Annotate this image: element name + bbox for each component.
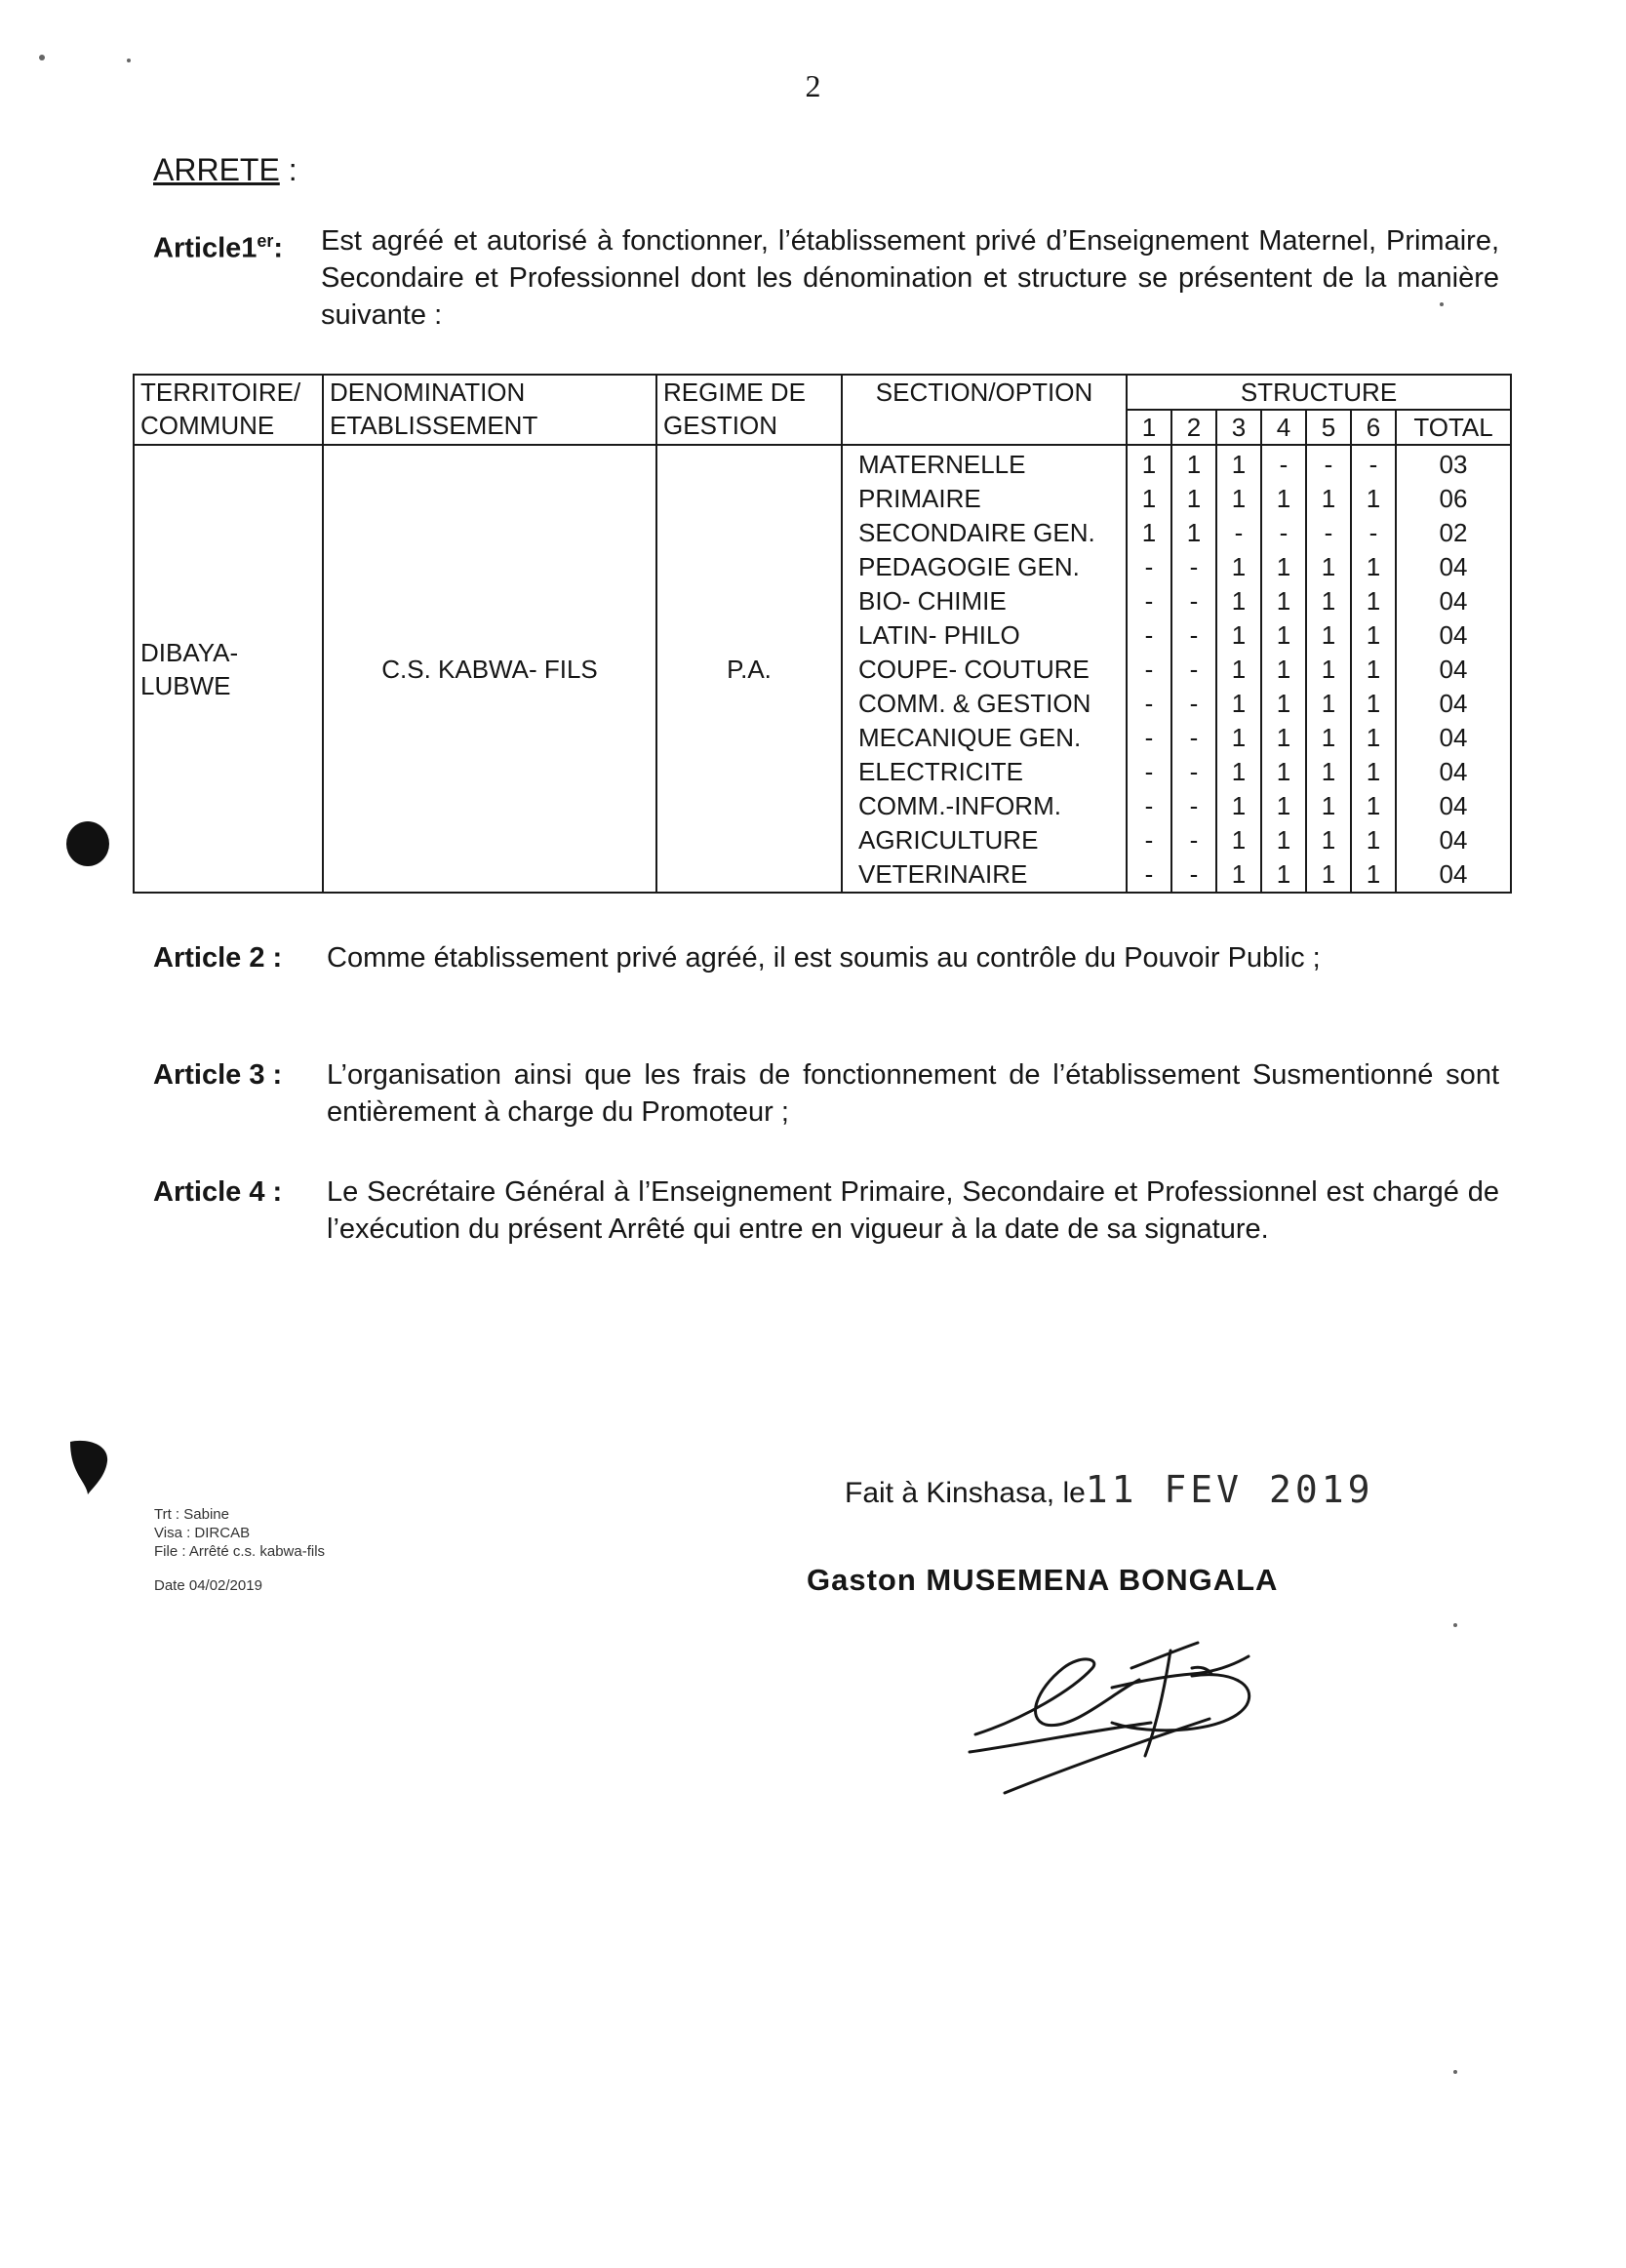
cell-year-6: 1 bbox=[1351, 789, 1396, 823]
cell-year-5: 1 bbox=[1306, 857, 1351, 893]
cell-year-3: 1 bbox=[1216, 857, 1261, 893]
scan-speck bbox=[1453, 2070, 1457, 2074]
cell-total: 04 bbox=[1396, 687, 1511, 721]
cell-year-1: 1 bbox=[1127, 516, 1171, 550]
cell-total: 04 bbox=[1396, 857, 1511, 893]
header-regime-line2: GESTION bbox=[663, 411, 778, 440]
cell-year-5: 1 bbox=[1306, 482, 1351, 516]
article-4-label: Article 4 : bbox=[153, 1176, 283, 1208]
cell-year-4: 1 bbox=[1261, 823, 1306, 857]
cell-section: COUPE- COUTURE bbox=[842, 653, 1127, 687]
ref-trt: Trt : Sabine bbox=[154, 1506, 229, 1523]
cell-year-1: - bbox=[1127, 550, 1171, 584]
cell-section: ELECTRICITE bbox=[842, 755, 1127, 789]
header-denomination-line2: ETABLISSEMENT bbox=[330, 411, 538, 440]
header-section: SECTION/OPTION bbox=[842, 375, 1127, 445]
cell-regime: P.A. bbox=[656, 445, 842, 893]
cell-section: AGRICULTURE bbox=[842, 823, 1127, 857]
article-2 bbox=[153, 939, 1499, 976]
cell-year-1: 1 bbox=[1127, 482, 1171, 516]
cell-year-6: 1 bbox=[1351, 584, 1396, 618]
cell-territoire bbox=[134, 445, 323, 893]
structure-table bbox=[133, 374, 1512, 894]
cell-year-2: - bbox=[1171, 857, 1216, 893]
cell-year-6: - bbox=[1351, 445, 1396, 482]
page-number: 2 bbox=[805, 68, 821, 103]
header-year-3: 3 bbox=[1216, 410, 1261, 445]
header-structure: STRUCTURE bbox=[1127, 375, 1511, 410]
cell-year-3: 1 bbox=[1216, 789, 1261, 823]
cell-year-6: 1 bbox=[1351, 721, 1396, 755]
header-year-1: 1 bbox=[1127, 410, 1171, 445]
heading-text: ARRETE bbox=[153, 152, 280, 187]
cell-year-3: 1 bbox=[1216, 584, 1261, 618]
cell-year-1: - bbox=[1127, 584, 1171, 618]
cell-year-3: 1 bbox=[1216, 482, 1261, 516]
ref-visa: Visa : DIRCAB bbox=[154, 1525, 251, 1541]
article-3-label: Article 3 : bbox=[153, 1059, 283, 1091]
header-territoire-line1: TERRITOIRE/ bbox=[140, 378, 301, 407]
cell-year-6: 1 bbox=[1351, 482, 1396, 516]
article-1-label bbox=[153, 222, 283, 267]
cell-year-2: - bbox=[1171, 653, 1216, 687]
cell-year-2: - bbox=[1171, 550, 1216, 584]
cell-total: 06 bbox=[1396, 482, 1511, 516]
header-year-5: 5 bbox=[1306, 410, 1351, 445]
cell-year-4: 1 bbox=[1261, 618, 1306, 653]
signer-name: Gaston MUSEMENA BONGALA bbox=[807, 1563, 1279, 1597]
cell-year-1: 1 bbox=[1127, 445, 1171, 482]
header-year-6: 6 bbox=[1351, 410, 1396, 445]
cell-year-5: 1 bbox=[1306, 755, 1351, 789]
ref-date: Date 04/02/2019 bbox=[154, 1577, 262, 1594]
article-1-label-suffix: : bbox=[273, 232, 284, 264]
cell-year-3: 1 bbox=[1216, 618, 1261, 653]
cell-section: PRIMAIRE bbox=[842, 482, 1127, 516]
cell-section: SECONDAIRE GEN. bbox=[842, 516, 1127, 550]
cell-total: 04 bbox=[1396, 584, 1511, 618]
cell-year-2: 1 bbox=[1171, 482, 1216, 516]
scan-speck bbox=[39, 55, 45, 60]
header-total: TOTAL bbox=[1396, 410, 1511, 445]
cell-total: 04 bbox=[1396, 823, 1511, 857]
cell-year-3: 1 bbox=[1216, 721, 1261, 755]
cell-year-4: 1 bbox=[1261, 789, 1306, 823]
cell-year-1: - bbox=[1127, 823, 1171, 857]
article-4 bbox=[153, 1174, 1499, 1248]
cell-year-1: - bbox=[1127, 857, 1171, 893]
territoire-line2: LUBWE bbox=[140, 670, 231, 700]
cell-year-3: - bbox=[1216, 516, 1261, 550]
cell-year-4: - bbox=[1261, 445, 1306, 482]
article-2-label: Article 2 : bbox=[153, 942, 283, 974]
cell-year-4: 1 bbox=[1261, 482, 1306, 516]
cell-year-6: 1 bbox=[1351, 857, 1396, 893]
cell-year-1: - bbox=[1127, 618, 1171, 653]
cell-section: COMM.-INFORM. bbox=[842, 789, 1127, 823]
header-year-4: 4 bbox=[1261, 410, 1306, 445]
cell-year-4: - bbox=[1261, 516, 1306, 550]
cell-year-4: 1 bbox=[1261, 721, 1306, 755]
handwritten-signature bbox=[966, 1629, 1297, 1805]
header-denomination-line1: DENOMINATION bbox=[330, 378, 526, 407]
cell-section: PEDAGOGIE GEN. bbox=[842, 550, 1127, 584]
cell-year-5: - bbox=[1306, 445, 1351, 482]
cell-year-6: - bbox=[1351, 516, 1396, 550]
header-denomination bbox=[323, 375, 656, 445]
header-territoire-line2: COMMUNE bbox=[140, 411, 275, 440]
cell-year-5: 1 bbox=[1306, 653, 1351, 687]
article-1-text: Est agréé et autorisé à fonctionner, l’établissement privé d’Enseignement Maternel, Primaire, Secondaire et Professionnel dont les dénomination et structure se présentent de la manière suivante : bbox=[321, 225, 1499, 331]
table-row bbox=[134, 445, 1511, 482]
cell-year-2: - bbox=[1171, 618, 1216, 653]
header-regime-line1: REGIME DE bbox=[663, 378, 806, 407]
cell-year-2: 1 bbox=[1171, 516, 1216, 550]
cell-year-2: - bbox=[1171, 721, 1216, 755]
cell-year-3: 1 bbox=[1216, 823, 1261, 857]
cell-year-2: - bbox=[1171, 687, 1216, 721]
cell-section: BIO- CHIMIE bbox=[842, 584, 1127, 618]
article-3 bbox=[153, 1056, 1499, 1131]
place-and-date bbox=[845, 1468, 1373, 1511]
cell-year-4: 1 bbox=[1261, 653, 1306, 687]
cell-year-5: 1 bbox=[1306, 550, 1351, 584]
cell-section: COMM. & GESTION bbox=[842, 687, 1127, 721]
cell-denomination: C.S. KABWA- FILS bbox=[323, 445, 656, 893]
cell-year-5: 1 bbox=[1306, 789, 1351, 823]
cell-year-1: - bbox=[1127, 687, 1171, 721]
place-text: Fait à Kinshasa, le bbox=[845, 1477, 1086, 1509]
cell-section: LATIN- PHILO bbox=[842, 618, 1127, 653]
cell-year-2: - bbox=[1171, 584, 1216, 618]
cell-year-6: 1 bbox=[1351, 653, 1396, 687]
cell-year-5: - bbox=[1306, 516, 1351, 550]
cell-year-3: 1 bbox=[1216, 653, 1261, 687]
article-1-label-text: Article1 bbox=[153, 232, 258, 264]
cell-year-5: 1 bbox=[1306, 584, 1351, 618]
cell-year-1: - bbox=[1127, 721, 1171, 755]
cell-year-6: 1 bbox=[1351, 687, 1396, 721]
cell-year-5: 1 bbox=[1306, 721, 1351, 755]
scan-teardrop-mark bbox=[66, 1438, 111, 1496]
cell-year-6: 1 bbox=[1351, 823, 1396, 857]
cell-section: VETERINAIRE bbox=[842, 857, 1127, 893]
date-stamp: 11 FEV 2019 bbox=[1085, 1468, 1374, 1511]
cell-year-5: 1 bbox=[1306, 618, 1351, 653]
cell-total: 04 bbox=[1396, 789, 1511, 823]
reference-block bbox=[154, 1505, 325, 1595]
cell-section: MECANIQUE GEN. bbox=[842, 721, 1127, 755]
heading-suffix: : bbox=[279, 152, 297, 187]
cell-total: 02 bbox=[1396, 516, 1511, 550]
cell-year-5: 1 bbox=[1306, 823, 1351, 857]
header-territoire bbox=[134, 375, 323, 445]
cell-year-5: 1 bbox=[1306, 687, 1351, 721]
cell-year-4: 1 bbox=[1261, 584, 1306, 618]
article-2-text: Comme établissement privé agréé, il est soumis au contrôle du Pouvoir Public ; bbox=[327, 942, 1321, 974]
cell-year-1: - bbox=[1127, 789, 1171, 823]
cell-year-2: - bbox=[1171, 823, 1216, 857]
cell-year-4: 1 bbox=[1261, 857, 1306, 893]
cell-year-6: 1 bbox=[1351, 755, 1396, 789]
article-1 bbox=[153, 222, 1499, 334]
cell-year-4: 1 bbox=[1261, 550, 1306, 584]
cell-section: MATERNELLE bbox=[842, 445, 1127, 482]
ref-file: File : Arrêté c.s. kabwa-fils bbox=[154, 1543, 326, 1560]
header-regime bbox=[656, 375, 842, 445]
cell-year-1: - bbox=[1127, 755, 1171, 789]
cell-year-6: 1 bbox=[1351, 550, 1396, 584]
header-year-2: 2 bbox=[1171, 410, 1216, 445]
cell-total: 04 bbox=[1396, 755, 1511, 789]
scan-speck bbox=[1453, 1623, 1457, 1627]
cell-year-2: - bbox=[1171, 755, 1216, 789]
article-1-label-sup: er bbox=[257, 231, 274, 251]
cell-year-2: - bbox=[1171, 789, 1216, 823]
cell-total: 04 bbox=[1396, 618, 1511, 653]
cell-year-3: 1 bbox=[1216, 687, 1261, 721]
scan-speck bbox=[1440, 302, 1444, 306]
cell-year-2: 1 bbox=[1171, 445, 1216, 482]
cell-total: 04 bbox=[1396, 550, 1511, 584]
decree-heading bbox=[153, 152, 297, 188]
cell-year-6: 1 bbox=[1351, 618, 1396, 653]
cell-total: 04 bbox=[1396, 721, 1511, 755]
scan-speck bbox=[127, 59, 131, 62]
cell-year-3: 1 bbox=[1216, 755, 1261, 789]
cell-total: 03 bbox=[1396, 445, 1511, 482]
article-4-text: Le Secrétaire Général à l’Enseignement Primaire, Secondaire et Professionnel est chargé de l’exécution du présent Arrêté qui entre en vigueur à la date de sa signature. bbox=[327, 1176, 1499, 1245]
cell-year-3: 1 bbox=[1216, 550, 1261, 584]
cell-year-1: - bbox=[1127, 653, 1171, 687]
territoire-line1: DIBAYA- bbox=[140, 637, 239, 667]
cell-total: 04 bbox=[1396, 653, 1511, 687]
cell-year-4: 1 bbox=[1261, 687, 1306, 721]
cell-year-3: 1 bbox=[1216, 445, 1261, 482]
article-3-text: L’organisation ainsi que les frais de fonctionnement de l’établissement Susmentionné sont entièrement à charge du Promoteur ; bbox=[327, 1059, 1499, 1128]
cell-year-4: 1 bbox=[1261, 755, 1306, 789]
scan-hole-mark bbox=[66, 821, 109, 866]
